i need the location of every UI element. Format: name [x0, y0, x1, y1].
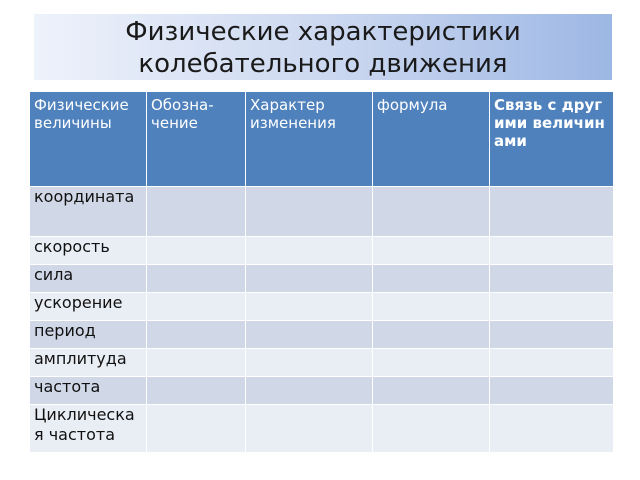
cell-formula [373, 265, 490, 293]
cell-relation [490, 349, 614, 377]
cell-formula [373, 237, 490, 265]
table-row [30, 349, 614, 377]
cell-change [246, 265, 373, 293]
table-row [30, 237, 614, 265]
cell-relation [490, 187, 614, 237]
cell-change [246, 187, 373, 237]
cell-relation [490, 377, 614, 405]
table-header-row [30, 92, 614, 187]
cell-quantity: период [30, 321, 147, 349]
cell-formula [373, 405, 490, 453]
cell-quantity: ускорение [30, 293, 147, 321]
cell-quantity: сила [30, 265, 147, 293]
cell-relation [490, 293, 614, 321]
cell-notation [147, 187, 246, 237]
cell-relation [490, 405, 614, 453]
cell-formula [373, 349, 490, 377]
cell-formula [373, 293, 490, 321]
table-row [30, 405, 614, 453]
cell-notation [147, 405, 246, 453]
table-row [30, 377, 614, 405]
cell-change [246, 405, 373, 453]
cell-formula [373, 377, 490, 405]
cell-notation [147, 321, 246, 349]
header-change-character: Характер изменения [246, 92, 373, 187]
cell-quantity: частота [30, 377, 147, 405]
cell-change [246, 293, 373, 321]
cell-change [246, 349, 373, 377]
cell-notation [147, 293, 246, 321]
title-line-1: Физические характеристики [125, 17, 521, 47]
slide-title [34, 14, 612, 80]
cell-notation [147, 349, 246, 377]
cell-formula [373, 321, 490, 349]
cell-change [246, 377, 373, 405]
cell-relation [490, 321, 614, 349]
cell-quantity: скорость [30, 237, 147, 265]
title-line-2: колебательного движения [138, 49, 508, 79]
cell-change [246, 237, 373, 265]
cell-relation [490, 265, 614, 293]
header-relation: Связь с другими величинами [490, 92, 614, 187]
characteristics-table [29, 91, 614, 453]
table-row [30, 265, 614, 293]
cell-formula [373, 187, 490, 237]
table-row [30, 187, 614, 237]
cell-change [246, 321, 373, 349]
table-row [30, 321, 614, 349]
table-row [30, 293, 614, 321]
cell-notation [147, 237, 246, 265]
header-notation: Обозна-чение [147, 92, 246, 187]
cell-quantity: координата [30, 187, 147, 237]
cell-notation [147, 377, 246, 405]
header-formula: формула [373, 92, 490, 187]
cell-relation [490, 237, 614, 265]
cell-notation [147, 265, 246, 293]
header-physical-quantities: Физические величины [30, 92, 147, 187]
cell-quantity: амплитуда [30, 349, 147, 377]
cell-quantity: Циклическая частота [30, 405, 147, 453]
